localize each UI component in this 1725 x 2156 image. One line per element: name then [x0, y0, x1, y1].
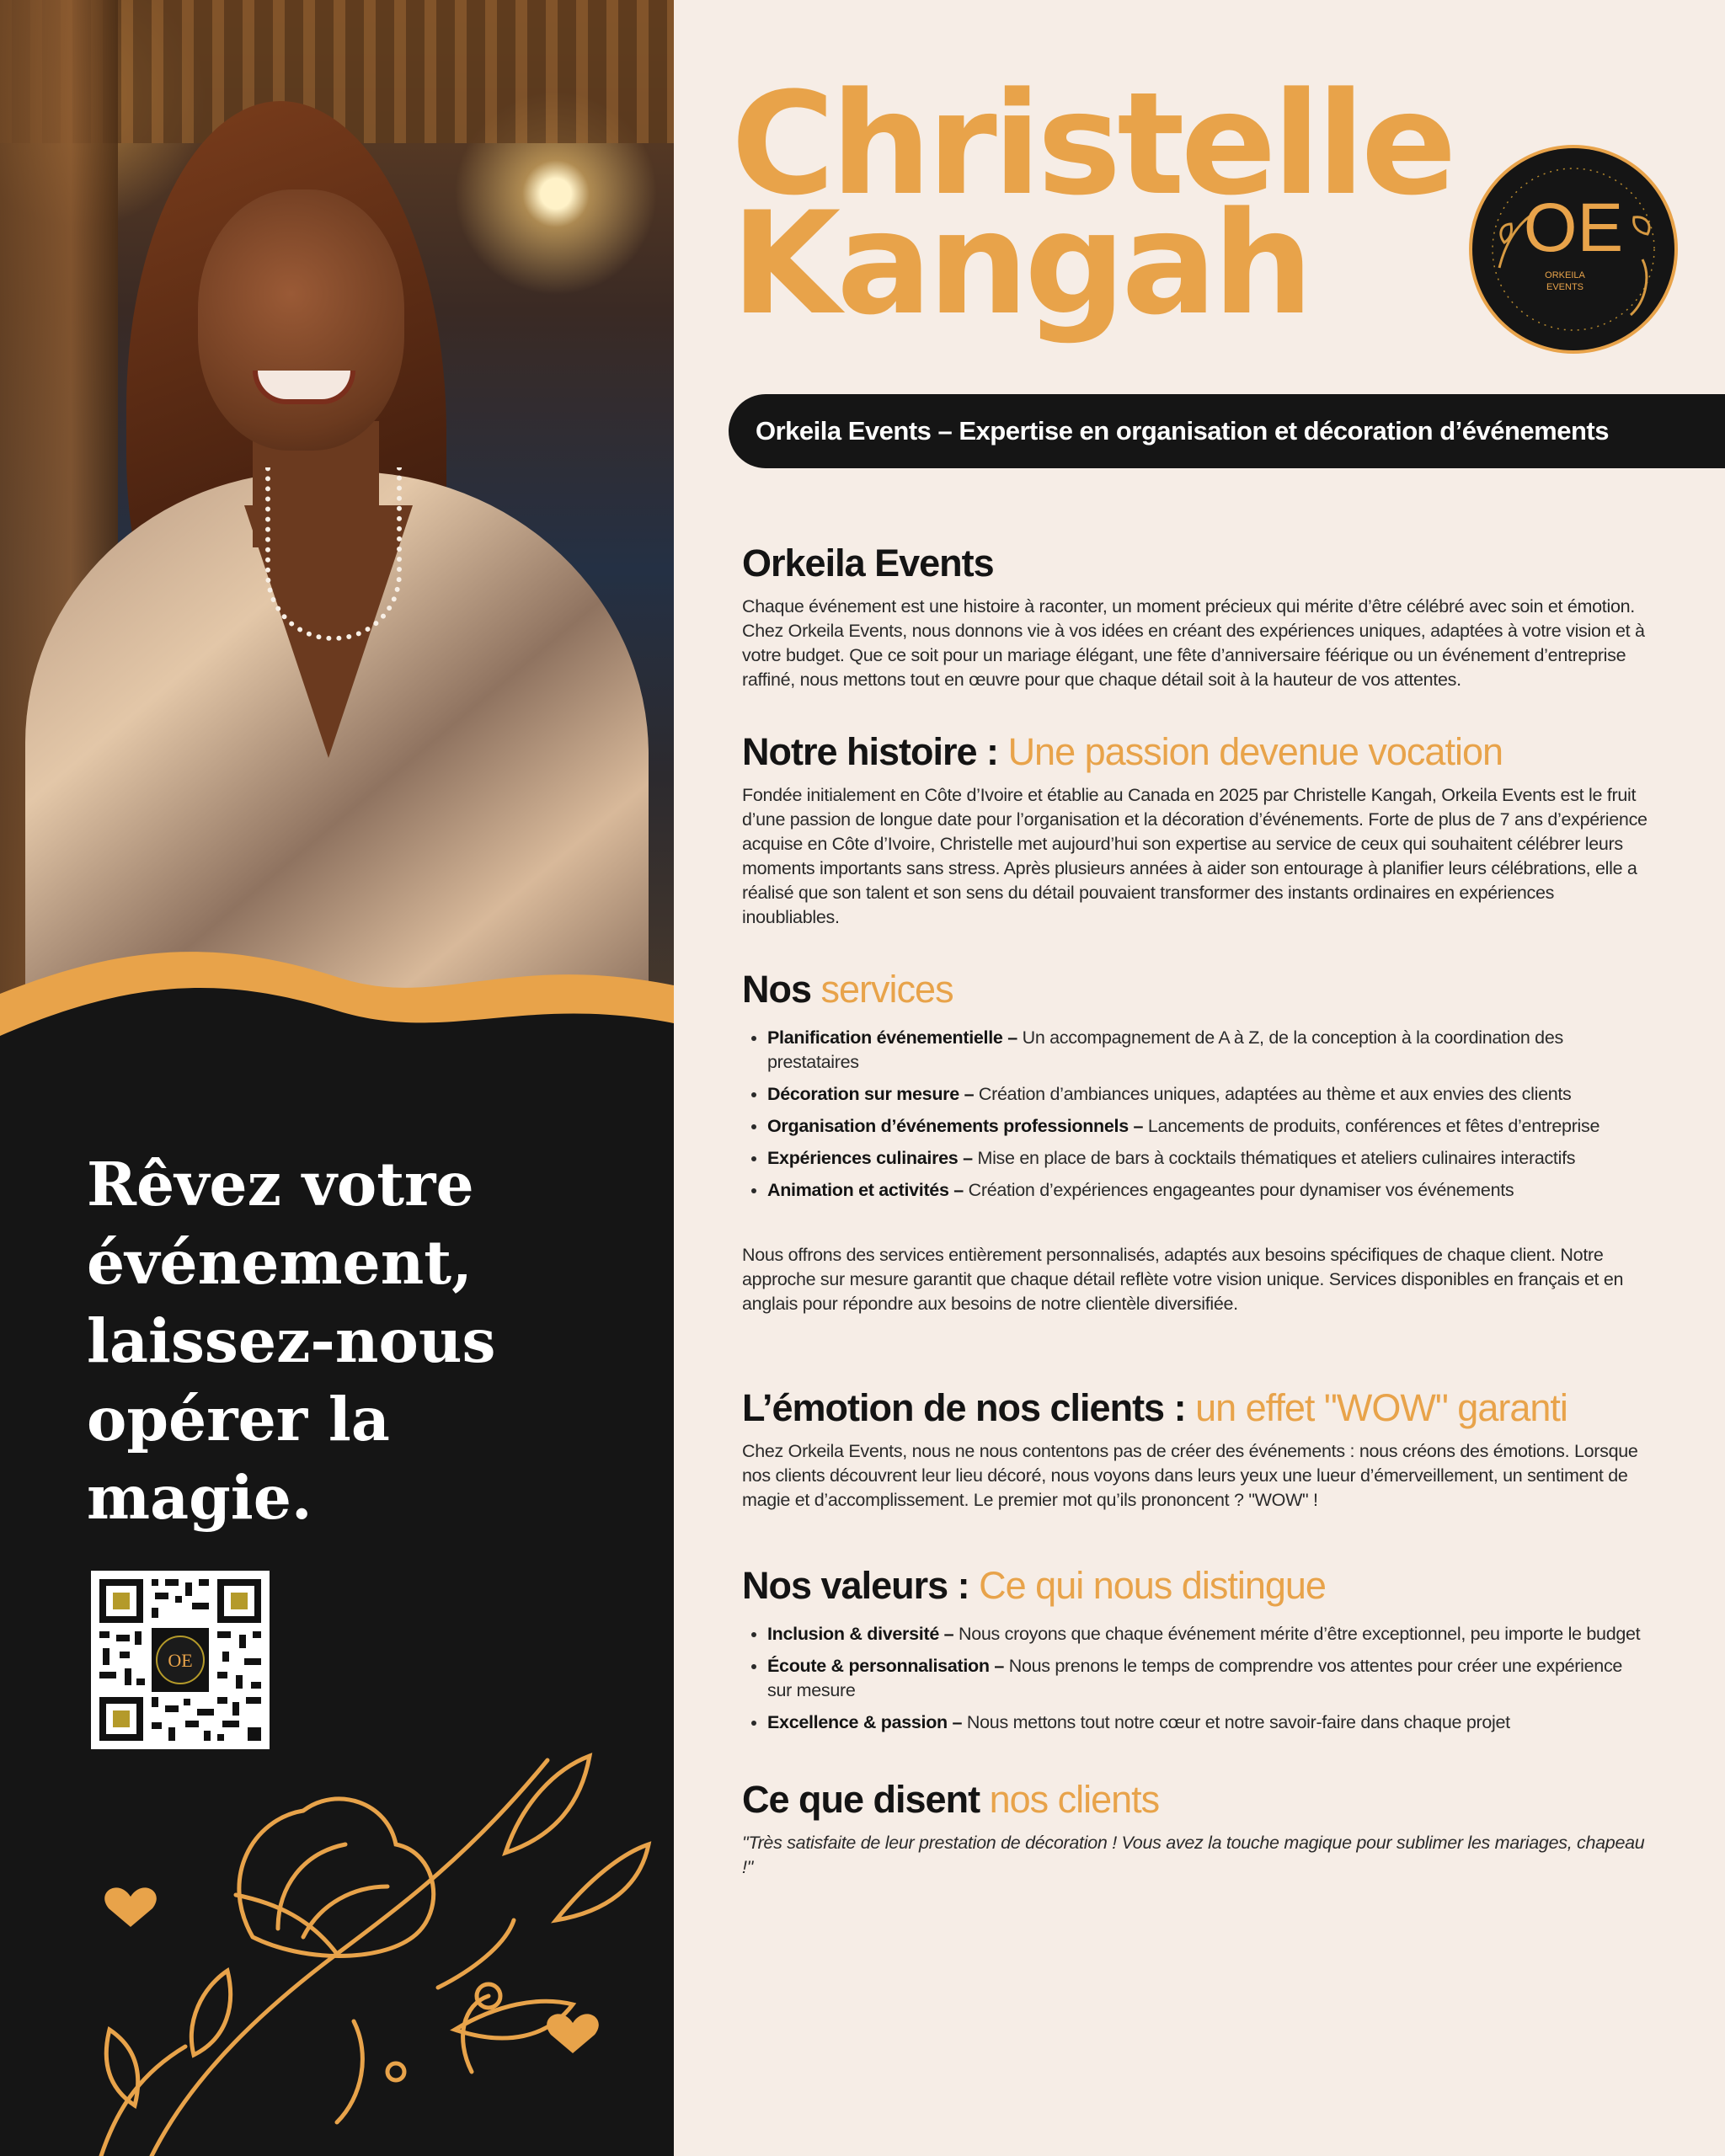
section-body: Fondée initialement en Côte d’Ivoire et établie au Canada en 2025 par Christelle Kangah, Orkeila Events est le fruit d’une passion de longue date pour l’organisation et la décoration d’événements. Forte de plus de 7 ans d’expérience acquise en Côte d’Ivoire, Christelle met aujourd’hui son expertise au service de ceux qui souhaitent célébrer leurs moments importants sans stress. Après plusieurs années à aider son entourage à planifier leurs célébrations, elle a réalisé que son talent et son sens du détail pouvaient transformer des instants ordinaires en expériences inoubliables. [742, 785, 1648, 927]
name-line-last: Kangah [731, 181, 1310, 346]
section-histoire [742, 728, 1648, 930]
list-item: • Excellence & passion – Nous mettons tout notre cœur et notre savoir-faire dans chaque projet [767, 1710, 1648, 1735]
logo-sub-orkeila: ORKEILA [1545, 270, 1585, 280]
logo-sub-events: EVENTS [1546, 282, 1584, 292]
values-list [742, 1622, 1648, 1735]
floral-ornament [0, 1752, 674, 2156]
section-title: Nos valeurs : Ce qui nous distingue [742, 1564, 1326, 1607]
subtitle-banner: Orkeila Events – Expertise en organisation et décoration d’événements [729, 394, 1725, 468]
section-valeurs [742, 1561, 1648, 1735]
person-name [731, 61, 1453, 346]
qr-code[interactable] [91, 1571, 270, 1749]
section-services [742, 965, 1648, 1316]
section-intro [742, 539, 1648, 692]
list-item: • Décoration sur mesure – Création d’ambiances uniques, adaptées au thème et aux envies des clients [767, 1082, 1648, 1107]
list-item: • Organisation d’événements professionnels – Lancements de produits, conférences et fêtes d’entreprise [767, 1114, 1648, 1139]
section-body: Chez Orkeila Events, nous ne nous contentons pas de créer des événements : nous créons des émotions. Lorsque nos clients découvrent leur lieu décoré, nous voyons dans leurs yeux une lueur d’émerveillement, un sentiment de magie et d’accomplissement. Le premier mot qu’ils prononcent ? "WOW" ! [742, 1441, 1638, 1510]
heart-icon [547, 2014, 599, 2053]
section-body: Chaque événement est une histoire à raconter, un moment précieux qui mérite d’être célébré avec soin et émotion. Chez Orkeila Events, nous donnons vie à vos idées en créant des expériences uniques, adaptées à votre vision et à votre budget. Que ce soit pour un mariage élégant, une fête d’anniversaire féérique ou un événement d’entreprise raffiné, nous mettons tout en œuvre pour que chaque détail soit à la hauteur de vos attentes. [742, 596, 1645, 690]
list-item: • Expériences culinaires – Mise en place de bars à cocktails thématiques et ateliers culinaires interactifs [767, 1146, 1648, 1171]
name-line-first: Christelle [731, 61, 1453, 227]
list-item: • Planification événementielle – Un accompagnement de A à Z, de la conception à la coordination des prestataires [767, 1026, 1648, 1075]
list-item: • Animation et activités – Création d’expériences engageantes pour dynamiser vos événements [767, 1178, 1648, 1203]
heart-icon [104, 1887, 157, 1927]
tagline: Rêvez votre événement, laissez-nous opérer la magie. [87, 1149, 496, 1533]
services-list [742, 1026, 1648, 1203]
orkeila-events-logo [1466, 141, 1681, 357]
section-title: Notre histoire : Une passion devenue vocation [742, 730, 1503, 773]
main-content [742, 539, 1648, 1880]
section-title: Ce que disent nos clients [742, 1778, 1160, 1821]
section-body: Nous offrons des services entièrement personnalisés, adaptés aux besoins spécifiques de chaque client. Notre approche sur mesure garantit que chaque détail reflète votre vision unique. Services disponibles en français et en anglais pour répondre aux besoins de notre clientèle diversifiée. [742, 1245, 1624, 1314]
gold-wave-divider [0, 943, 674, 1112]
logo-monogram: OE [1523, 189, 1624, 266]
section-temoignages [742, 1775, 1648, 1880]
list-item: • Écoute & personnalisation – Nous prenons le temps de comprendre vos attentes pour créer une expérience sur mesure [767, 1654, 1648, 1703]
section-title: Orkeila Events [742, 542, 994, 584]
pearl-necklace [265, 467, 402, 641]
list-item: • Inclusion & diversité – Nous croyons que chaque événement mérite d’être exceptionnel, peu importe le budget [767, 1622, 1648, 1646]
portrait-photo [0, 0, 674, 1036]
qr-logo-text: OE [168, 1650, 193, 1671]
section-emotion [742, 1384, 1648, 1513]
section-title: L’émotion de nos clients : un effet "WOW" garanti [742, 1386, 1567, 1429]
client-testimonial: "Très satisfaite de leur prestation de décoration ! Vous avez la touche magique pour sublimer les mariages, chapeau !" [742, 1833, 1645, 1877]
left-column [0, 0, 674, 2156]
section-title: Nos services [742, 968, 953, 1011]
